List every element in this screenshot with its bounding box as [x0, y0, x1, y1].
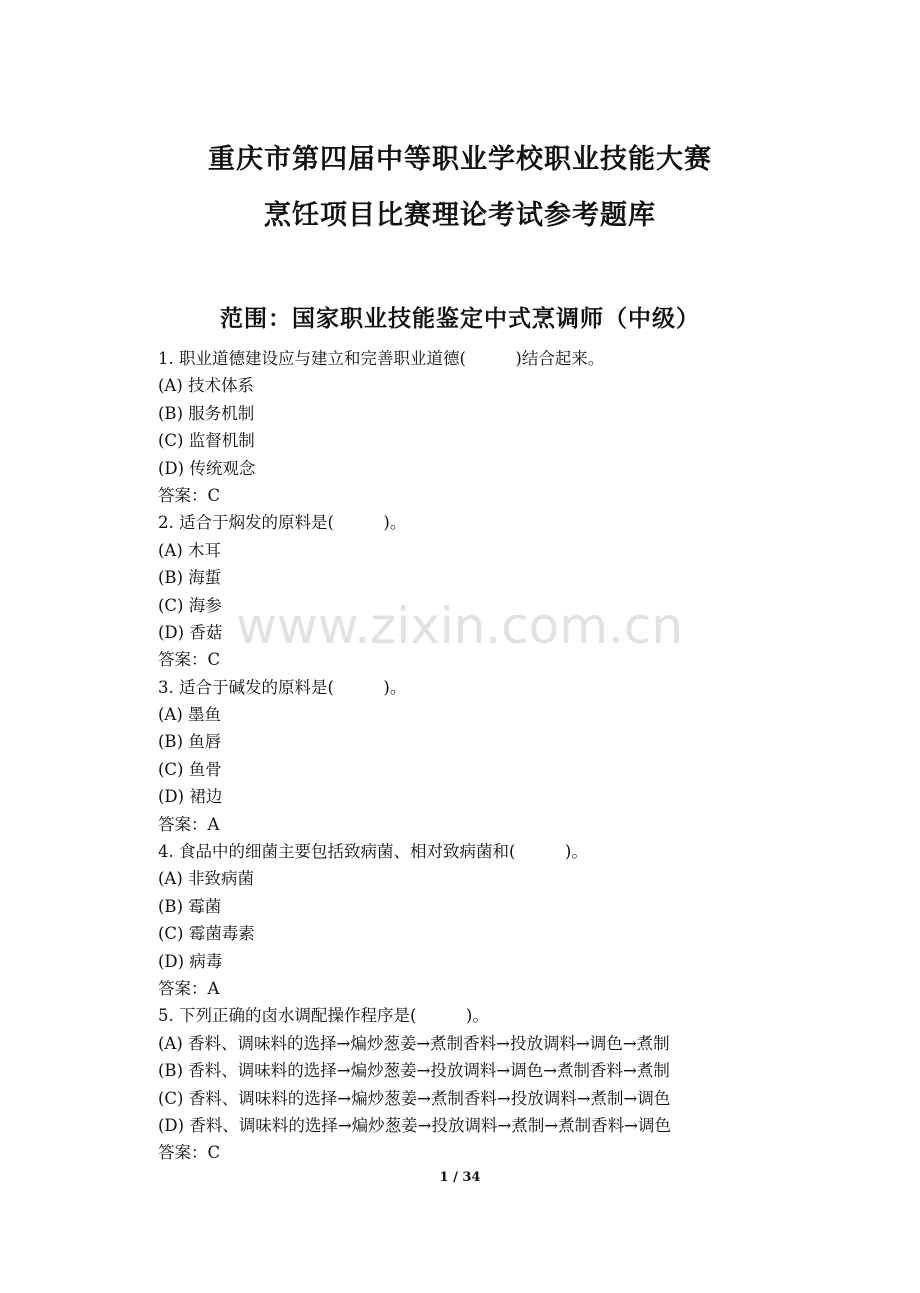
document-title-line1: 重庆市第四届中等职业学校职业技能大赛 — [208, 144, 712, 175]
option-c: (C) 监督机制 — [158, 431, 255, 451]
question-list — [158, 345, 768, 1167]
option-c: (C) 香料、调味料的选择→煸炒葱姜→煮制香料→投放调料→煮制→调色 — [158, 1088, 671, 1108]
option-b: (B) 服务机制 — [158, 403, 255, 423]
option-d: (D) 传统观念 — [158, 458, 256, 478]
answer: 答案：C — [158, 650, 221, 670]
option-d: (D) 香料、调味料的选择→煸炒葱姜→投放调料→煮制→煮制香料→调色 — [158, 1115, 671, 1135]
option-a: (A) 木耳 — [158, 540, 222, 560]
option-a: (A) 技术体系 — [158, 376, 255, 396]
question-stem: 1. 职业道德建设应与建立和完善职业道德( )结合起来。 — [158, 349, 605, 368]
answer: 答案：A — [158, 978, 220, 998]
question-stem: 2. 适合于焖发的原料是( )。 — [158, 513, 407, 533]
watermark: www.zixin.com.cn — [236, 597, 684, 655]
option-b: (B) 鱼唇 — [158, 732, 222, 752]
scope-heading: 范围：国家职业技能鉴定中式烹调师（中级） — [220, 306, 700, 332]
option-d: (D) 裙边 — [158, 787, 223, 807]
option-c: (C) 霉菌毒素 — [158, 924, 255, 944]
option-c: (C) 海参 — [158, 595, 222, 615]
question-stem: 3. 适合于碱发的原料是( )。 — [158, 677, 407, 697]
document-title-line2: 烹饪项目比赛理论考试参考题库 — [264, 200, 656, 231]
option-d: (D) 病毒 — [158, 951, 223, 971]
question-stem: 4. 食品中的细菌主要包括致病菌、相对致病菌和( )。 — [158, 842, 588, 862]
option-d: (D) 香菇 — [158, 622, 223, 642]
option-b: (B) 霉菌 — [158, 896, 222, 916]
answer: 答案：A — [158, 814, 220, 834]
option-a: (A) 香料、调味料的选择→煸炒葱姜→煮制香料→投放调料→调色→煮制 — [158, 1033, 670, 1053]
page-number: 1 / 34 — [439, 1170, 481, 1185]
option-a: (A) 非致病菌 — [158, 869, 255, 889]
answer: 答案：C — [158, 1143, 221, 1163]
option-b: (B) 海蜇 — [158, 568, 222, 588]
option-a: (A) 墨鱼 — [158, 705, 222, 725]
question-stem: 5. 下列正确的卤水调配操作程序是( )。 — [158, 1006, 489, 1026]
answer: 答案：C — [158, 485, 221, 505]
option-c: (C) 鱼骨 — [158, 759, 222, 779]
option-b: (B) 香料、调味料的选择→煸炒葱姜→投放调料→调色→煮制香料→煮制 — [158, 1061, 670, 1081]
